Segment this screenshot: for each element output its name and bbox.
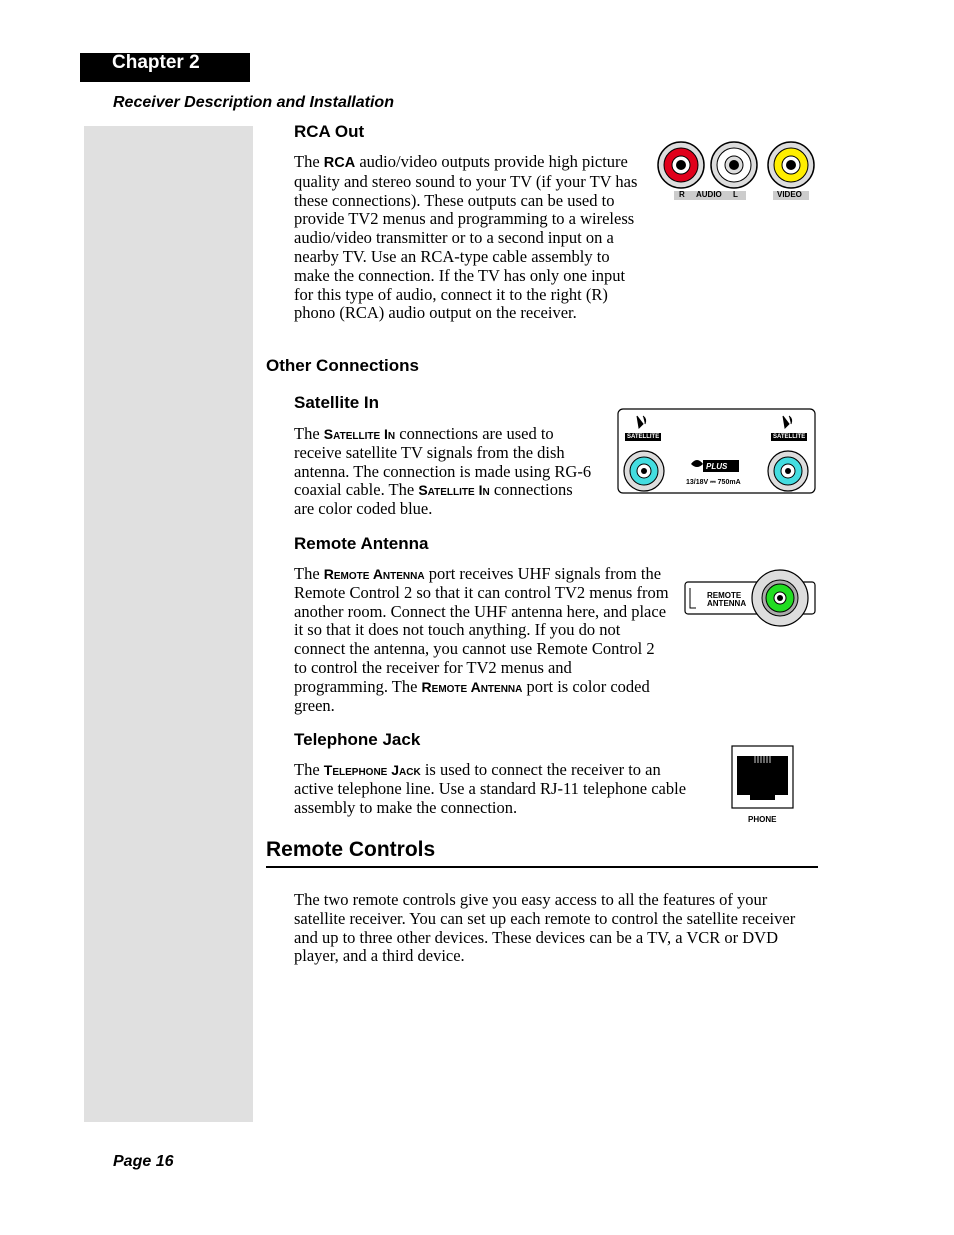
rca-label-audio: AUDIO xyxy=(696,190,722,199)
remote-controls-heading: Remote Controls xyxy=(266,838,436,861)
satellite-paragraph: The Satellite In connections are used to receive satellite TV signals from the dish antenna. The connection is made using RG-6 coaxial cable. The Satellite In connections are color coded blue. xyxy=(294,424,592,519)
remote-antenna-label: REMOTE ANTENNA xyxy=(707,591,747,608)
rca-label-l: L xyxy=(733,190,738,199)
phone-label: PHONE xyxy=(748,815,777,824)
telephone-heading: Telephone Jack xyxy=(294,730,421,749)
rca-paragraph: The RCA audio/video outputs provide high picture quality and stereo sound to your TV (if your TV has these connections). These outputs can be used to provide TV2 menus and programming to a wireless audio/video transmitter or to a second input on a nearby TV. Use an RCA-type cable assembly to make the connection. If the TV has only one input for this type of audio, connect it to the right (R) phono (RCA) audio output on the receiver. xyxy=(294,152,638,323)
satellite-in-label-2: SATELLITE IN xyxy=(773,434,813,440)
rca-label-video: VIDEO xyxy=(777,190,802,199)
chapter-label: Chapter 2 xyxy=(80,53,250,82)
sidebar xyxy=(84,126,253,1122)
remote-antenna-heading: Remote Antenna xyxy=(294,534,429,553)
dish-plus-logo: PLUS xyxy=(706,462,728,471)
page-number: Page 16 xyxy=(113,1153,174,1170)
rca-label-r: R xyxy=(679,190,685,199)
running-head: Receiver Description and Installation xyxy=(113,94,394,111)
remote-antenna-port-icon xyxy=(684,568,818,628)
remote-antenna-paragraph: The Remote Antenna port receives UHF signals from the Remote Control 2 so that it can control TV2 menus from another room. Connect the UHF antenna here, and place it so that it does not touch anything. If you do not connect the antenna, you cannot use Remote Control 2 to control the receiver for TV2 menus and programming. The Remote Antenna port is color coded green. xyxy=(294,564,669,715)
phone-jack-icon xyxy=(731,745,795,811)
telephone-paragraph: The Telephone Jack is used to connect the receiver to an active telephone line. Use a standard RJ-11 telephone cable assembly to make the connection. xyxy=(294,760,687,817)
satellite-in-label-1: SATELLITE IN xyxy=(627,434,667,440)
remote-controls-paragraph: The two remote controls give you easy access to all the features of your satellite receiver. You can set up each remote to control the satellite receiver and up to three other devices. These devices can be a TV, a VCR or DVD player, and a third device. xyxy=(294,890,796,966)
satellite-heading: Satellite In xyxy=(294,393,380,412)
power-rating: 13/18V ⎓ 750mA xyxy=(686,479,741,486)
rca-heading: RCA Out xyxy=(294,122,365,141)
section-rule xyxy=(266,866,818,868)
other-connections-heading: Other Connections xyxy=(266,356,420,375)
